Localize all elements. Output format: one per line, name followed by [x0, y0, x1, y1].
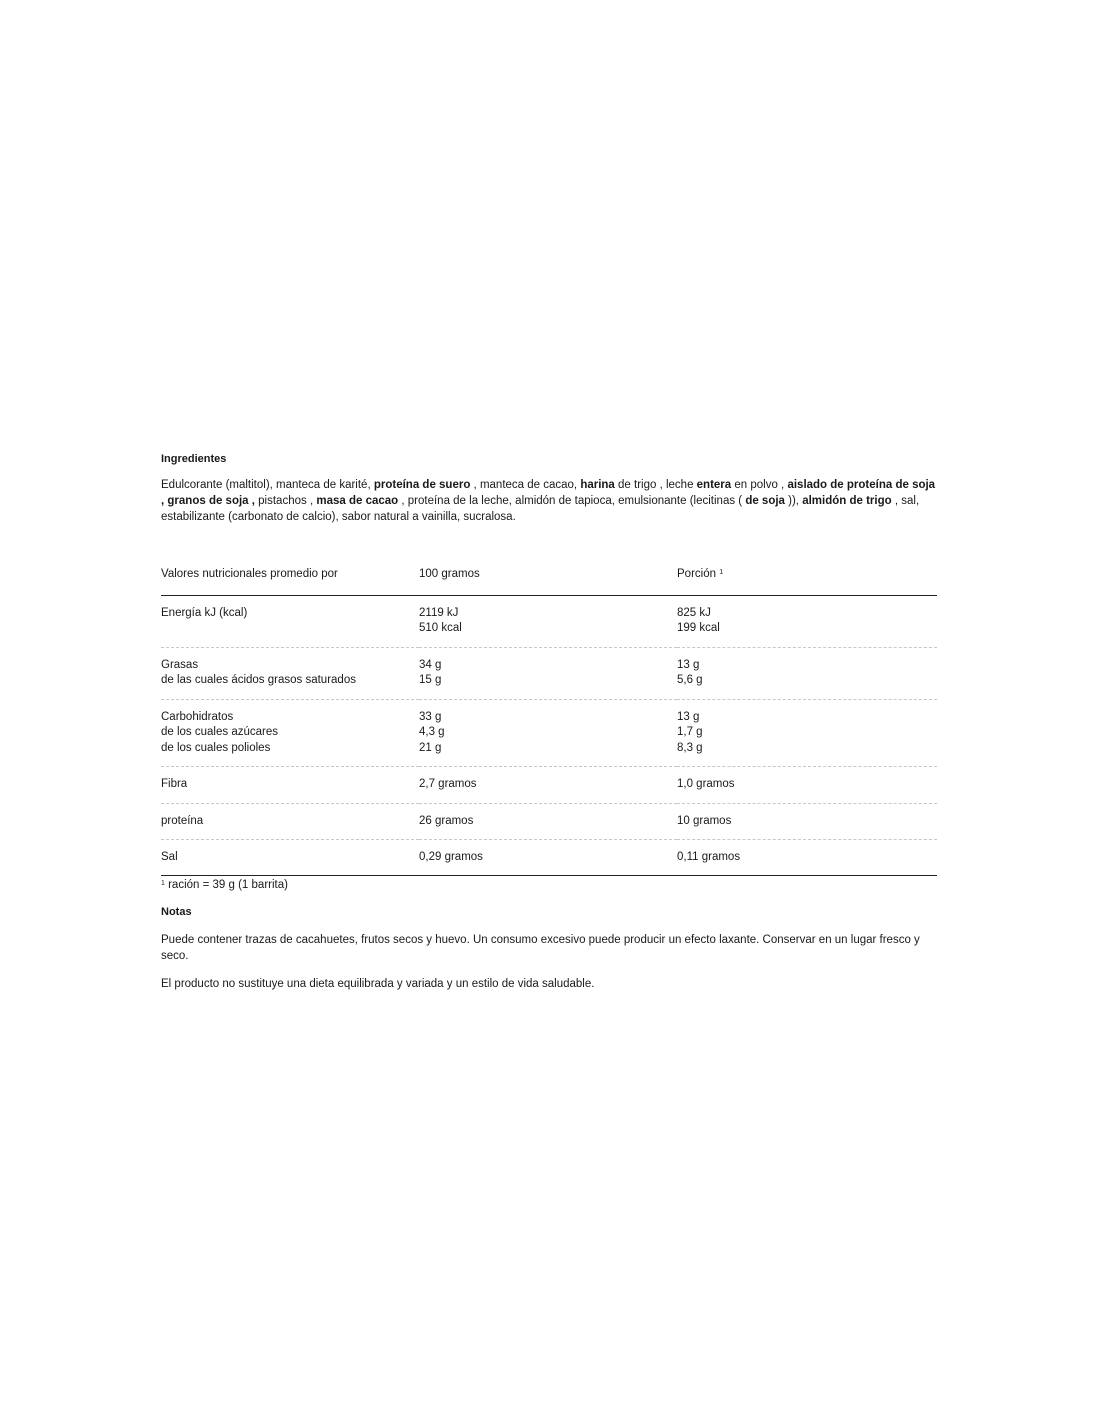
header-per-100: 100 gramos	[419, 567, 677, 595]
value: 0,11 gramos	[677, 851, 741, 863]
ingredients-title: Ingredientes	[161, 453, 227, 465]
ingredient-text: , manteca de cacao,	[470, 479, 581, 491]
nutrient-label	[161, 803, 419, 840]
value-per-100	[419, 803, 677, 840]
nutrient-name: de los cuales polioles	[161, 741, 271, 754]
ingredient-allergen: masa de cacao	[316, 495, 399, 507]
ingredient-allergen: entera	[696, 479, 732, 491]
value-portion	[677, 840, 937, 876]
value: 13 g	[677, 710, 700, 723]
value-per-100	[419, 699, 677, 767]
value: 1,0 gramos	[677, 778, 735, 790]
header-portion-label: Porción	[677, 568, 716, 580]
ingredient-text: en polvo ,	[731, 479, 788, 491]
nutrient-name: Energía kJ (kcal)	[161, 606, 248, 619]
ingredient-text: de trigo , leche	[614, 479, 697, 491]
nutrient-label	[161, 595, 419, 647]
ingredient-allergen: aislado de proteína de soja ,	[161, 479, 936, 507]
value: 4,3 g	[419, 726, 445, 738]
table-row	[161, 699, 937, 767]
footnote-marker: 1	[161, 879, 165, 887]
value-portion	[677, 767, 937, 804]
value-portion	[677, 595, 937, 647]
ingredients-text	[161, 477, 937, 525]
value: 825 kJ	[677, 606, 711, 619]
nutrient-name: de los cuales azúcares	[161, 726, 278, 738]
value-per-100	[419, 595, 677, 647]
nutrient-label	[161, 840, 419, 876]
value-per-100	[419, 767, 677, 804]
value: 8,3 g	[677, 741, 703, 754]
nutrient-name: proteína	[161, 814, 204, 827]
value: 510 kcal	[419, 622, 462, 634]
value: 33 g	[419, 710, 442, 723]
value-portion	[677, 699, 937, 767]
ingredient-allergen: proteína de suero	[373, 479, 471, 491]
table-row	[161, 595, 937, 647]
ingredient-text: , proteína de la leche, almidón de tapioca, emulsionante (lecitinas (	[398, 495, 746, 507]
table-row	[161, 647, 937, 699]
notes-paragraph: Puede contener trazas de cacahuetes, frutos secos y huevo. Un consumo excesivo puede producir un efecto laxante. Conservar en un lugar fresco y seco.	[161, 933, 920, 962]
nutrient-name: de las cuales ácidos grasos saturados	[161, 674, 356, 686]
nutrient-name: Carbohidratos	[161, 710, 234, 723]
table-row	[161, 803, 937, 840]
serving-footnote	[161, 878, 937, 893]
value: 199 kcal	[677, 622, 720, 634]
value: 1,7 g	[677, 726, 703, 738]
ingredient-text: )),	[784, 495, 803, 507]
value: 5,6 g	[677, 674, 703, 686]
value: 15 g	[419, 674, 442, 686]
ingredient-text: pistachos ,	[254, 495, 317, 507]
header-portion	[677, 567, 937, 595]
nutrient-name: Sal	[161, 851, 178, 863]
value-per-100	[419, 647, 677, 699]
footnote-text: ración = 39 g (1 barrita)	[164, 878, 288, 891]
footnote-marker: 1	[719, 569, 724, 576]
nutrition-header-row	[161, 567, 937, 595]
ingredient-text: , sal, estabilizante (carbonato de calcio), sabor natural a vainilla, sucralosa.	[161, 495, 920, 523]
value: 26 gramos	[419, 814, 474, 827]
table-row	[161, 840, 937, 876]
nutrient-name: Fibra	[161, 778, 188, 790]
value: 0,29 gramos	[419, 851, 483, 863]
ingredient-allergen: granos de soja ,	[167, 495, 255, 507]
value-per-100	[419, 840, 677, 876]
nutrient-label	[161, 767, 419, 804]
notes-paragraph: El producto no sustituye una dieta equilibrada y variada y un estilo de vida saludable.	[161, 977, 595, 990]
nutrient-name: Grasas	[161, 658, 199, 671]
value: 10 gramos	[677, 814, 732, 827]
value: 2119 kJ	[419, 606, 459, 619]
nutrient-label	[161, 647, 419, 699]
ingredient-allergen: harina	[580, 479, 615, 491]
ingredient-allergen: de soja	[745, 495, 785, 507]
value: 34 g	[419, 658, 442, 671]
value: 21 g	[419, 741, 442, 754]
ingredient-text: Edulcorante (maltitol), manteca de karité,	[161, 479, 374, 491]
value-portion	[677, 647, 937, 699]
nutrition-table	[161, 567, 937, 876]
product-info	[161, 452, 937, 992]
value-portion	[677, 803, 937, 840]
table-row	[161, 767, 937, 804]
value: 2,7 gramos	[419, 778, 477, 790]
nutrient-label	[161, 699, 419, 767]
notes-title: Notas	[161, 905, 192, 918]
header-label: Valores nutricionales promedio por	[161, 567, 419, 595]
ingredient-allergen: almidón de trigo	[802, 495, 892, 507]
value: 13 g	[677, 658, 700, 671]
